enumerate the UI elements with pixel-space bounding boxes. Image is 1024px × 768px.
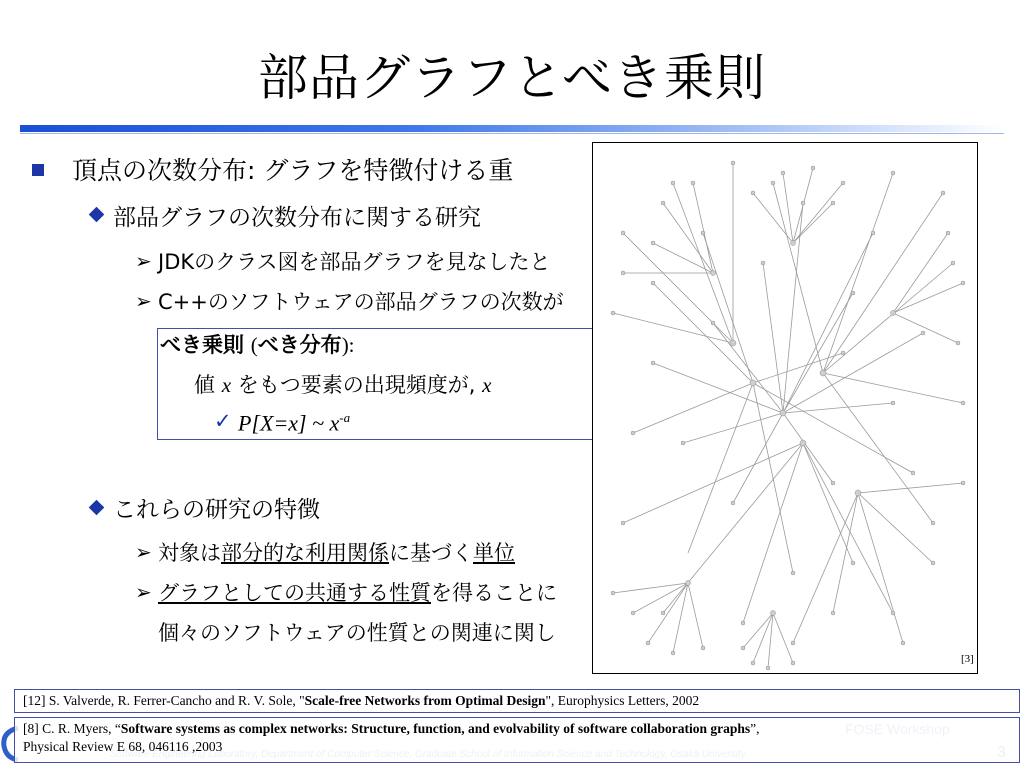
- power-law-heading: べき乗則 (べき分布):: [160, 333, 355, 357]
- arrow-bullet-icon: ➢: [135, 580, 152, 604]
- bullet-common-properties: グラフとしての共通する性質を得ることに: [158, 581, 557, 605]
- network-graph-figure: [592, 142, 978, 674]
- bullet-jdk: JDKのクラス図を部品グラフを見なしたと: [158, 250, 551, 274]
- figure-citation: [3]: [961, 653, 974, 665]
- bullet-cpp: C++のソフトウェアの部品グラフの次数が: [158, 290, 564, 314]
- check-icon: ✓: [214, 409, 232, 433]
- reference-12: [12] S. Valverde, R. Ferrer-Cancho and R. V. Sole, "Scale-free Networks from Optimal Design", Europhysics Letters, 2002: [14, 689, 1020, 713]
- power-law-formula: P[X=x] ~ $x^{-a}$: [238, 410, 351, 436]
- bullet-research-features: これらの研究の特徴: [113, 497, 320, 523]
- title-rule-thin: [20, 133, 1004, 134]
- arrow-bullet-icon: ➢: [135, 540, 152, 564]
- slide-title: 部品グラフとべき乗則: [258, 49, 766, 107]
- arrow-bullet-icon: ➢: [135, 249, 152, 273]
- bullet-relation: 個々のソフトウェアの性質との関連に関し: [158, 621, 556, 645]
- bullet-related-research: 部品グラフの次数分布に関する研究: [113, 205, 481, 231]
- title-rule: [20, 125, 1004, 132]
- arrow-bullet-icon: ➢: [135, 289, 152, 313]
- power-law-definition: 値 x をもつ要素の出現頻度が, x: [194, 373, 492, 397]
- bullet-target: 対象は部分的な利用関係に基づく単位: [158, 541, 515, 565]
- bullet-diamond-icon: [89, 207, 105, 223]
- bullet-degree-distribution: 頂点の次数分布: グラフを特徴付ける重: [72, 156, 514, 185]
- bullet-diamond-icon: [89, 500, 105, 516]
- network-graph-image: [593, 143, 977, 673]
- reference-8: [8] C. R. Myers, “Software systems as complex networks: Structure, function, and evolvability of software collaboration graphs”, Physical Review E 68, 046116 ,2003: [14, 717, 1020, 763]
- bullet-square-icon: [32, 164, 44, 176]
